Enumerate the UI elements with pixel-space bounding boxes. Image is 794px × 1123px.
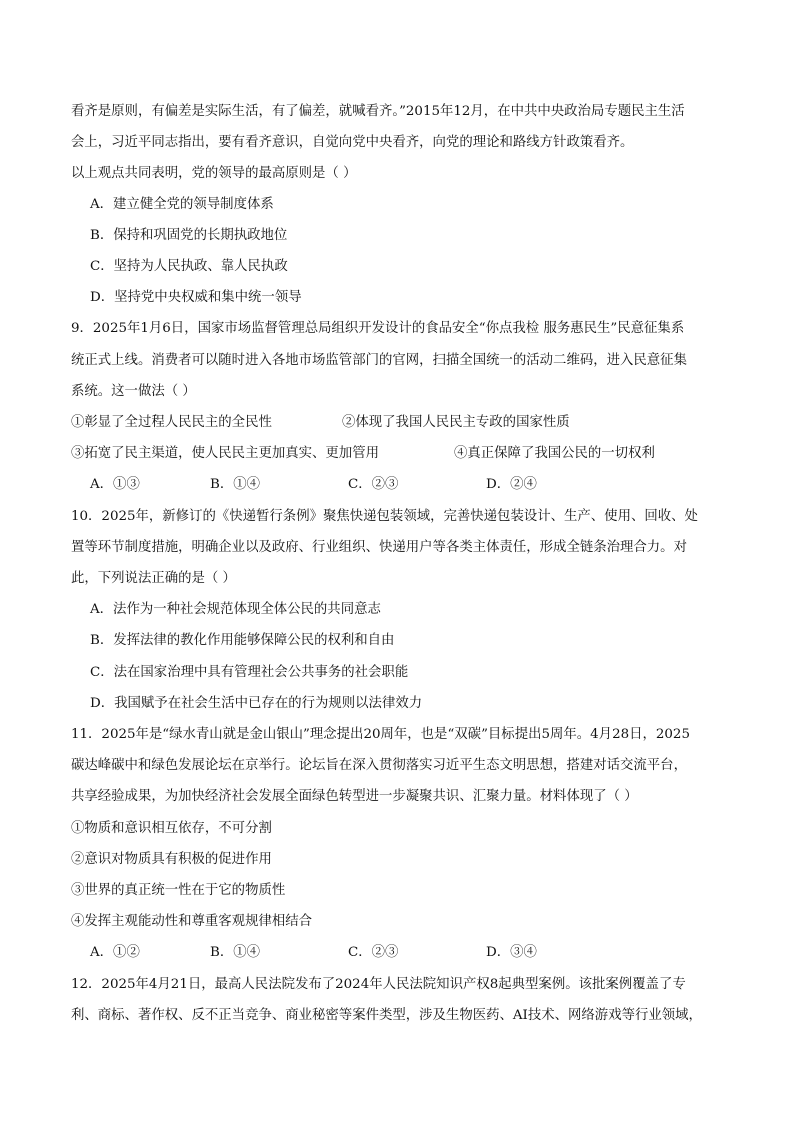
q9-choice-a: A．①③ — [90, 477, 140, 492]
q11-choice-b: B．①④ — [210, 945, 261, 960]
q9-stem-line-1: 9．2025年1月6日，国家市场监督管理总局组织开发设计的食品安全“你点我检 服务惠民生”民意征集系 — [71, 321, 685, 336]
q9-stem-line-2: 统正式上线。消费者可以随时进入各地市场监管部门的官网，扫描全国统一的活动二维码，进入民意征集 — [71, 353, 687, 368]
q8-option-a: A．建立健全党的领导制度体系 — [90, 197, 274, 212]
q10-stem-line-2: 置等环节制度措施，明确企业以及政府、行业组织、快递用户等各类主体责任，形成全链条治理合力。对 — [71, 540, 687, 555]
q9-choice-d: D．②④ — [486, 477, 537, 492]
q11-statement-2: ②意识对物质具有积极的促进作用 — [71, 852, 272, 867]
q8-option-d: D．坚持党中央权威和集中统一领导 — [90, 290, 302, 305]
q10-option-b: B．发挥法律的教化作用能够保障公民的权利和自由 — [90, 633, 395, 648]
q10-option-a: A．法作为一种社会规范体现全体公民的共同意志 — [90, 602, 381, 617]
q8-option-b: B．保持和巩固党的长期执政地位 — [90, 228, 288, 243]
q12-stem-line-1: 12．2025年4月21日，最高人民法院发布了2024年人民法院知识产权8起典型案例。该批案例覆盖了专 — [71, 977, 686, 992]
q11-choice-d: D．③④ — [486, 945, 537, 960]
q9-choice-b: B．①④ — [210, 477, 261, 492]
q10-stem-line-3: 此，下列说法正确的是（ ） — [71, 571, 236, 586]
q8-continuation-line-2: 会上，习近平同志指出，要有看齐意识，自觉向党中央看齐，向党的理论和路线方针政策看齐。 — [71, 135, 634, 150]
q10-stem-line-1: 10．2025年，新修订的《快递暂行条例》聚焦快递包装领域，完善快递包装设计、生产、使用、回收、处 — [71, 509, 698, 524]
q8-continuation-line-1: 看齐是原则，有偏差是实际生活，有了偏差，就喊看齐。”2015年12月，在中共中央政治局专题民主生活 — [71, 104, 685, 119]
q11-statement-1: ①物质和意识相互依存，不可分割 — [71, 821, 272, 836]
q11-choice-a: A．①② — [90, 945, 140, 960]
q11-choice-c: C．②③ — [348, 945, 399, 960]
q10-option-c: C．法在国家治理中具有管理社会公共事务的社会职能 — [90, 665, 409, 680]
q9-stem-line-3: 系统。这一做法（ ） — [71, 384, 196, 399]
q9-statement-1: ①彰显了全过程人民民主的全民性 — [71, 415, 272, 430]
q11-statement-3: ③世界的真正统一性在于它的物质性 — [71, 883, 286, 898]
q9-statement-4: ④真正保障了我国公民的一切权利 — [454, 446, 655, 461]
q12-stem-line-2: 利、商标、著作权、反不正当竞争、商业秘密等案件类型，涉及生物医药、AI技术、网络游戏等行业领域， — [71, 1008, 702, 1023]
q11-statement-4: ④发挥主观能动性和尊重客观规律相结合 — [71, 914, 313, 929]
q9-statement-2: ②体现了我国人民民主专政的国家性质 — [342, 415, 570, 430]
q11-stem-line-1: 11．2025年是“绿水青山就是金山银山”理念提出20周年，也是“双碳”目标提出5周年。4月28日，2025 — [71, 727, 690, 742]
q8-stem: 以上观点共同表明，党的领导的最高原则是（ ） — [71, 166, 357, 181]
q11-stem-line-2: 碳达峰碳中和绿色发展论坛在京举行。论坛旨在深入贯彻落实习近平生态文明思想，搭建对话交流平台， — [71, 758, 687, 773]
q11-stem-line-3: 共享经验成果，为加快经济社会发展全面绿色转型进一步凝聚共识、汇聚力量。材料体现了（ ） — [71, 789, 638, 804]
q9-statement-3: ③拓宽了民主渠道，使人民民主更加真实、更加管用 — [71, 446, 379, 461]
q9-choice-c: C．②③ — [348, 477, 399, 492]
q8-option-c: C．坚持为人民执政、靠人民执政 — [90, 259, 288, 274]
q10-option-d: D．我国赋予在社会生活中已存在的行为规则以法律效力 — [90, 696, 423, 711]
